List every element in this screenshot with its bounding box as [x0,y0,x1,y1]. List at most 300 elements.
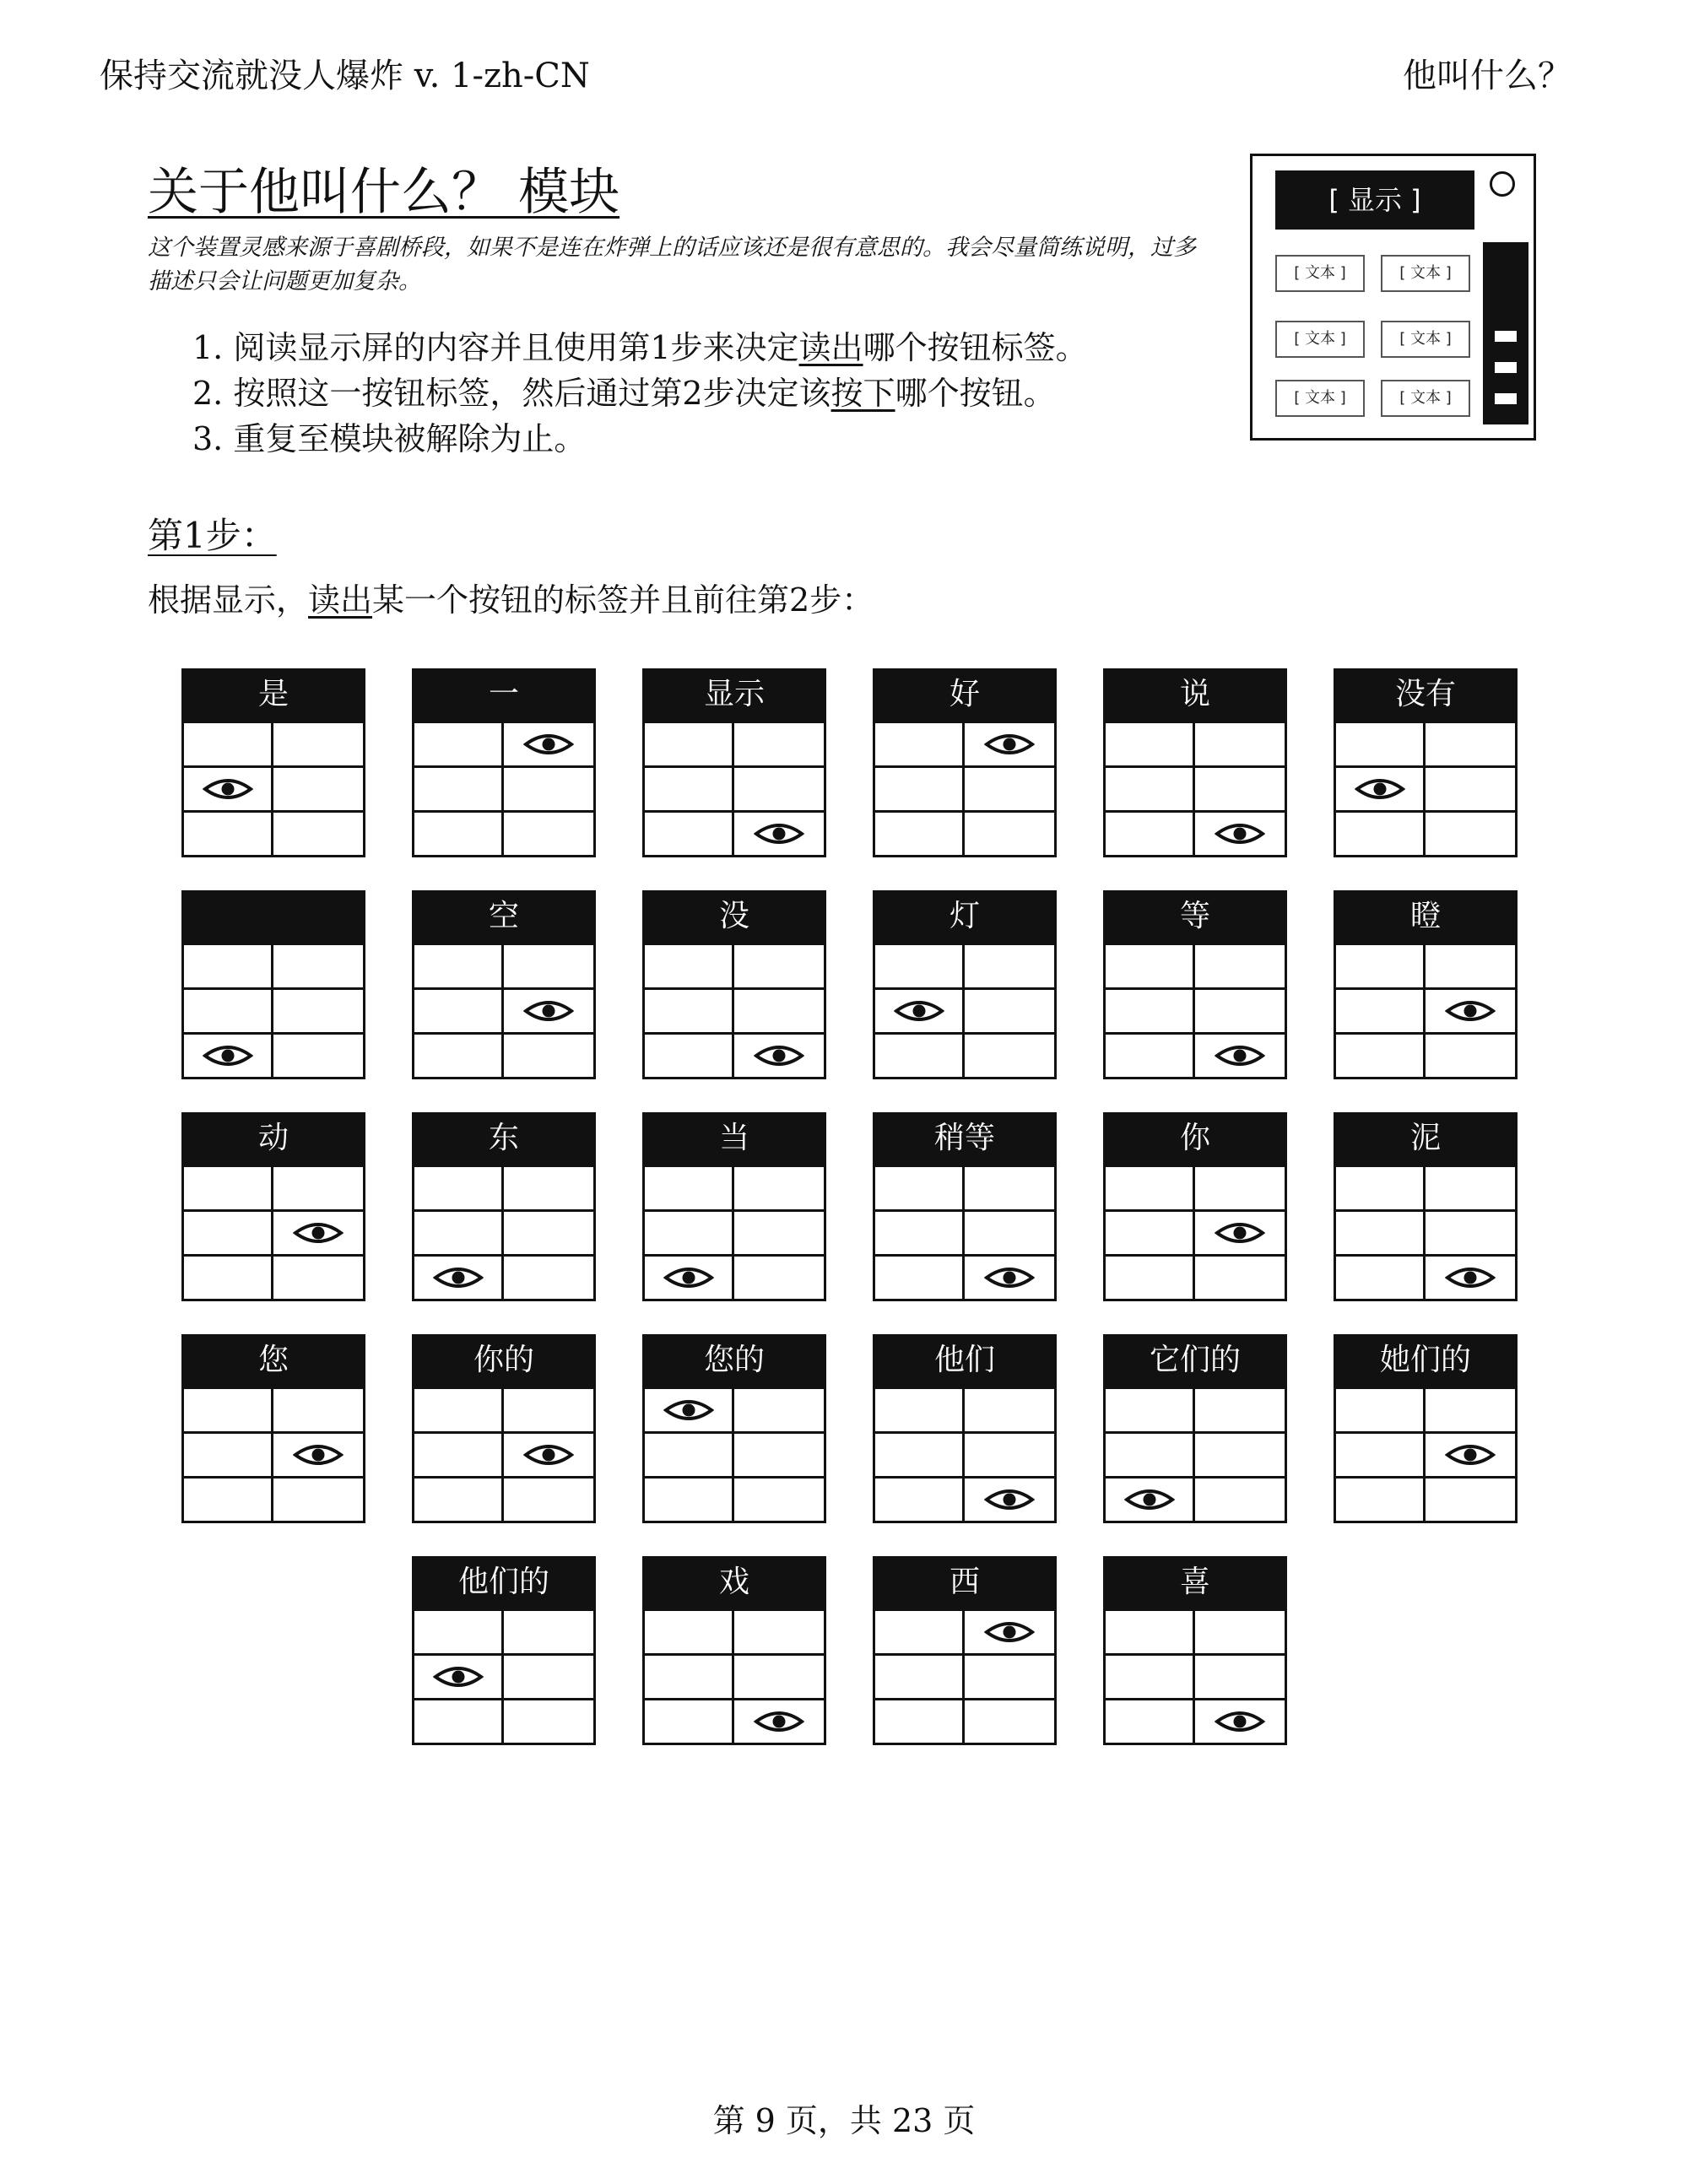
button-position-grid [1103,1608,1287,1745]
module-button: [ 文本 ] [1275,380,1365,417]
button-position-cell [1195,1212,1285,1257]
button-position-cell [1336,1257,1426,1299]
button-position-cell [184,1257,273,1299]
eye-icon [984,732,1035,757]
eye-icon [433,1664,484,1689]
display-word: 一 [412,668,596,721]
button-position-cell [734,1389,824,1434]
display-word: 当 [642,1112,826,1165]
display-word: 动 [181,1112,365,1165]
button-position-cell [1106,1479,1195,1521]
button-position-grid [873,1608,1057,1745]
step1-desc-text-end: 某一个按钮的标签并且前往第2步： [372,581,874,619]
display-table [642,890,826,1079]
display-table [1334,1112,1518,1301]
step-number: 3. [192,420,224,457]
button-position-cell [414,1611,504,1656]
button-position-cell [875,1656,965,1700]
button-position-cell [875,1035,965,1077]
eye-icon [1355,776,1405,802]
button-position-grid [642,1387,826,1523]
button-position-cell [1106,990,1195,1035]
button-position-cell [504,1035,593,1077]
display-word: 是 [181,668,365,721]
display-word: 您 [181,1334,365,1387]
display-word: 说 [1103,668,1287,721]
page-footer: 第 9 页，共 23 页 [712,2102,976,2139]
button-position-cell [734,1656,824,1700]
button-position-cell [504,768,593,813]
button-position-cell [734,1700,824,1743]
eye-icon [894,998,944,1024]
button-position-grid [1103,1165,1287,1301]
button-position-cell [273,813,363,855]
display-word: 东 [412,1112,596,1165]
module-button: [ 文本 ] [1381,380,1470,417]
stage-light [1495,362,1517,373]
button-position-cell [184,1434,273,1479]
button-position-cell [184,990,273,1035]
button-position-cell [1336,768,1426,813]
button-position-cell [965,1656,1054,1700]
button-position-cell [875,1212,965,1257]
eye-icon [1124,1487,1175,1512]
button-position-cell [184,945,273,990]
display-word: 他们的 [412,1556,596,1608]
button-position-cell [1195,1656,1285,1700]
display-word: 你的 [412,1334,596,1387]
button-position-cell [1195,1257,1285,1299]
display-table [412,890,596,1079]
button-position-cell [734,990,824,1035]
step1-description [148,574,874,620]
button-position-grid [642,1165,826,1301]
button-position-cell [645,1167,734,1212]
button-position-cell [875,1479,965,1521]
button-position-cell [414,1389,504,1434]
step1-desc-emphasis: 读出 [308,581,373,619]
button-position-cell [273,1212,363,1257]
eye-icon [1215,1220,1265,1246]
button-position-cell [645,1656,734,1700]
button-position-cell [1336,1479,1426,1521]
button-position-cell [1195,813,1285,855]
eye-icon [984,1619,1035,1645]
display-table [412,1334,596,1523]
display-table [873,1112,1057,1301]
display-table [412,1556,596,1745]
display-table [642,1556,826,1745]
button-position-cell [734,1257,824,1299]
display-table [642,1334,826,1523]
button-position-cell [645,1700,734,1743]
button-position-cell [414,1257,504,1299]
button-position-cell [414,768,504,813]
button-position-cell [1426,813,1515,855]
eye-icon [293,1442,344,1468]
button-position-cell [875,990,965,1035]
eye-icon [1215,1709,1265,1734]
module-stage-indicator [1483,242,1528,424]
eye-icon [663,1397,714,1423]
display-table [1334,668,1518,857]
button-position-cell [1195,1035,1285,1077]
display-word: 西 [873,1556,1057,1608]
display-table [181,668,365,857]
button-position-cell [734,813,824,855]
eye-icon [1215,821,1265,846]
button-position-cell [504,945,593,990]
module-illustration [1250,154,1536,441]
eye-icon [984,1265,1035,1290]
button-position-cell [184,1389,273,1434]
eye-icon [523,1442,574,1468]
button-position-cell [184,723,273,768]
button-position-cell [734,1212,824,1257]
button-position-cell [734,768,824,813]
display-table [1103,1556,1287,1745]
step-emphasis: 按下 [830,375,895,412]
button-position-cell [414,723,504,768]
button-position-grid [873,1165,1057,1301]
eye-icon [523,998,574,1024]
button-position-grid [873,721,1057,857]
button-position-cell [1336,1389,1426,1434]
module-button: [ 文本 ] [1275,255,1365,292]
module-button: [ 文本 ] [1381,255,1470,292]
button-position-cell [1195,1479,1285,1521]
button-position-cell [1336,1035,1426,1077]
step-text-end: 哪个按钮标签。 [863,329,1088,366]
eye-icon [523,732,574,757]
button-position-cell [184,768,273,813]
button-position-cell [504,990,593,1035]
button-position-cell [875,768,965,813]
button-position-cell [965,1212,1054,1257]
button-position-cell [504,1257,593,1299]
button-position-cell [504,1389,593,1434]
button-position-cell [734,1167,824,1212]
eye-icon [754,1709,804,1734]
button-position-cell [1106,1035,1195,1077]
eye-icon [1445,1442,1496,1468]
button-position-cell [273,990,363,1035]
header-module-name: 他叫什么？ [1403,57,1572,95]
button-position-cell [1426,1389,1515,1434]
button-position-cell [645,768,734,813]
eye-icon [663,1265,714,1290]
button-position-grid [181,943,365,1079]
button-position-cell [1426,768,1515,813]
button-position-grid [181,1165,365,1301]
display-word: 显示 [642,668,826,721]
button-position-cell [645,1611,734,1656]
button-position-cell [1106,1700,1195,1743]
button-position-cell [645,990,734,1035]
button-position-cell [1195,1611,1285,1656]
instruction-item [192,325,1088,370]
button-position-cell [184,1035,273,1077]
button-position-cell [1336,813,1426,855]
button-position-grid [1334,943,1518,1079]
eye-icon [1445,998,1496,1024]
display-table [181,1112,365,1301]
button-position-cell [645,1212,734,1257]
button-position-cell [504,1700,593,1743]
button-position-cell [504,813,593,855]
button-position-cell [734,1479,824,1521]
button-position-cell [273,1434,363,1479]
display-table [642,668,826,857]
step-text: 按照这一按钮标签，然后通过第2步决定该 [233,375,831,412]
button-position-grid [1334,1387,1518,1523]
button-position-cell [1336,1167,1426,1212]
button-position-cell [184,1479,273,1521]
button-position-cell [875,723,965,768]
button-position-cell [1336,990,1426,1035]
button-position-cell [875,1167,965,1212]
button-position-grid [642,1608,826,1745]
button-position-cell [965,1389,1054,1434]
button-position-cell [1195,1700,1285,1743]
button-position-cell [414,1656,504,1700]
button-position-cell [414,1212,504,1257]
button-position-cell [504,1611,593,1656]
button-position-cell [273,945,363,990]
display-word [181,890,365,943]
button-position-cell [184,813,273,855]
button-position-cell [1195,1389,1285,1434]
button-position-cell [414,813,504,855]
step-text: 阅读显示屏的内容并且使用第1步来决定 [233,329,799,366]
display-table [1103,1334,1287,1523]
display-table [412,1112,596,1301]
button-position-grid [1103,1387,1287,1523]
eye-icon [433,1265,484,1290]
button-position-cell [1195,768,1285,813]
display-table [181,1334,365,1523]
eye-icon [203,776,253,802]
button-position-cell [875,945,965,990]
button-position-cell [273,768,363,813]
module-button: [ 文本 ] [1275,321,1365,358]
display-word: 你 [1103,1112,1287,1165]
button-position-cell [414,1700,504,1743]
button-position-grid [642,721,826,857]
button-position-cell [1106,1656,1195,1700]
page-title: 关于他叫什么？ 模块 [148,163,620,222]
button-position-cell [1195,723,1285,768]
display-word: 戏 [642,1556,826,1608]
button-position-cell [1426,990,1515,1035]
button-position-cell [414,1035,504,1077]
step-text-end: 哪个按钮。 [895,375,1056,412]
display-table [873,890,1057,1079]
button-position-cell [965,1700,1054,1743]
button-position-cell [273,1389,363,1434]
button-position-cell [965,1257,1054,1299]
display-table [873,1556,1057,1745]
button-position-cell [1426,1434,1515,1479]
button-position-cell [1336,1212,1426,1257]
button-position-grid [1334,1165,1518,1301]
display-word: 灯 [873,890,1057,943]
display-word: 没 [642,890,826,943]
button-position-cell [504,1167,593,1212]
eye-icon [1215,1043,1265,1068]
button-position-cell [645,1434,734,1479]
instruction-item [192,370,1088,416]
display-word: 空 [412,890,596,943]
button-position-cell [1426,1212,1515,1257]
stage-light [1495,331,1517,342]
button-position-cell [504,1656,593,1700]
button-position-cell [734,1611,824,1656]
button-position-cell [504,1212,593,1257]
display-table [412,668,596,857]
display-word: 您的 [642,1334,826,1387]
button-position-cell [1106,813,1195,855]
button-position-grid [1103,721,1287,857]
button-position-cell [645,1035,734,1077]
button-position-grid [412,1387,596,1523]
step1-desc-text: 根据显示， [148,581,309,619]
display-word: 没有 [1334,668,1518,721]
display-table [1103,890,1287,1079]
button-position-cell [414,945,504,990]
button-position-grid [412,943,596,1079]
button-position-cell [273,1035,363,1077]
button-position-cell [414,990,504,1035]
button-position-cell [965,768,1054,813]
display-table [1334,1334,1518,1523]
display-table [1103,1112,1287,1301]
button-position-cell [645,813,734,855]
button-position-cell [734,1035,824,1077]
button-position-grid [1103,943,1287,1079]
button-position-cell [875,813,965,855]
button-position-grid [412,1608,596,1745]
button-position-cell [1106,1167,1195,1212]
button-position-grid [873,1387,1057,1523]
eye-icon [984,1487,1035,1512]
button-position-cell [965,723,1054,768]
button-position-cell [965,1611,1054,1656]
button-position-cell [965,945,1054,990]
button-position-cell [1106,1389,1195,1434]
button-position-cell [965,813,1054,855]
display-word: 好 [873,668,1057,721]
button-position-cell [734,723,824,768]
button-position-cell [1195,1434,1285,1479]
display-table [1103,668,1287,857]
display-word: 喜 [1103,1556,1287,1608]
button-position-cell [965,1167,1054,1212]
button-position-cell [1426,1257,1515,1299]
button-position-cell [504,1434,593,1479]
module-button: [ 文本 ] [1381,321,1470,358]
eye-icon [754,821,804,846]
step1-title: 第1步： [148,515,277,556]
button-position-cell [1106,1434,1195,1479]
button-position-cell [1106,723,1195,768]
eye-icon [754,1043,804,1068]
button-position-grid [412,721,596,857]
button-position-cell [1426,1035,1515,1077]
display-table [642,1112,826,1301]
display-word: 她们的 [1334,1334,1518,1387]
button-position-cell [965,1479,1054,1521]
display-table [1334,890,1518,1079]
button-position-grid [412,1165,596,1301]
step-number: 1. [192,329,224,366]
button-position-grid [181,721,365,857]
button-position-cell [645,1257,734,1299]
button-position-cell [875,1611,965,1656]
display-word: 它们的 [1103,1334,1287,1387]
button-position-cell [414,1479,504,1521]
button-position-cell [504,723,593,768]
intro-text: 这个装置灵感来源于喜剧桥段，如果不是连在炸弹上的话应该还是很有意思的。我会尽量简练说明，过多描述只会让问题更加复杂。 [148,235,1196,295]
button-position-cell [965,1035,1054,1077]
eye-icon [1445,1265,1496,1290]
display-word: 泥 [1334,1112,1518,1165]
display-word: 稍等 [873,1112,1057,1165]
button-position-cell [1106,768,1195,813]
button-position-cell [875,1434,965,1479]
button-position-cell [1106,945,1195,990]
step-text: 重复至模块被解除为止。 [233,420,587,457]
button-position-cell [273,1167,363,1212]
button-position-cell [1106,1611,1195,1656]
button-position-grid [642,943,826,1079]
module-display: [ 显示 ] [1275,170,1474,230]
stage-light [1495,393,1517,404]
button-position-cell [645,1479,734,1521]
button-position-cell [1336,945,1426,990]
button-position-grid [873,943,1057,1079]
button-position-cell [1426,723,1515,768]
module-status-led [1490,171,1515,197]
display-table [873,1334,1057,1523]
instruction-item [192,416,1088,462]
button-position-cell [1195,945,1285,990]
button-position-cell [1426,1479,1515,1521]
button-position-cell [965,990,1054,1035]
button-position-grid [181,1387,365,1523]
step-number: 2. [192,375,224,412]
button-position-cell [184,1212,273,1257]
eye-icon [203,1043,253,1068]
button-position-cell [734,945,824,990]
display-word: 瞪 [1334,890,1518,943]
display-table [181,890,365,1079]
step-emphasis: 读出 [798,329,863,366]
button-position-cell [1195,990,1285,1035]
button-position-cell [1106,1257,1195,1299]
header-manual-title: 保持交流就没人爆炸 v. 1-zh-CN [100,57,590,95]
instruction-list [192,325,1088,462]
button-position-cell [273,1257,363,1299]
button-position-cell [1336,1434,1426,1479]
button-position-cell [1195,1167,1285,1212]
display-word: 他们 [873,1334,1057,1387]
eye-icon [293,1220,344,1246]
button-position-cell [965,1434,1054,1479]
button-position-cell [504,1479,593,1521]
button-position-cell [645,945,734,990]
button-position-cell [414,1434,504,1479]
